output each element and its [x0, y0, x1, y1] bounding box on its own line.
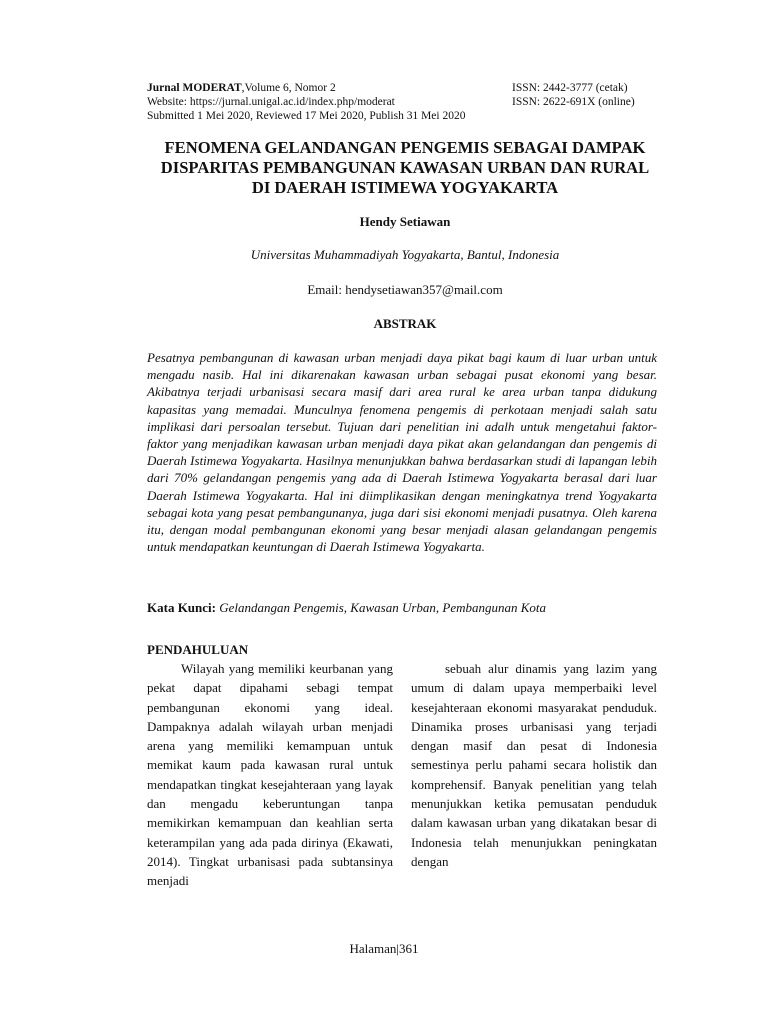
body-column-left [147, 659, 393, 891]
header-row-2 [147, 96, 657, 109]
body-column-right [411, 659, 657, 871]
author-name: Hendy Setiawan [359, 214, 451, 229]
journal-website: Website: https://jurnal.unigal.ac.id/index.php/moderat [147, 96, 395, 108]
author-email: Email: hendysetiawan357@mail.com [307, 282, 503, 297]
keywords [147, 600, 657, 616]
keywords-value: Gelandangan Pengemis, Kawasan Urban, Pembangunan Kota [219, 600, 547, 615]
section-heading-intro: PENDAHULUAN [147, 642, 249, 657]
header-row-1 [147, 82, 657, 95]
author-affiliation: Universitas Muhammadiyah Yogyakarta, Bantul, Indonesia [250, 247, 560, 262]
issn-print: ISSN: 2442-3777 (cetak) [512, 82, 628, 94]
intro-paragraph-right: sebuah alur dinamis yang lazim yang umum di dalam upaya memperbaiki level kesejahteraan ekonomi masyarakat penduduk. Dinamika proses urbanisasi yang terjadi dengan masif dan pesat di Indonesia semestinya perlu pahami secara holistik dan komprehensif. Banyak penelitian yang telah menunjukkan ketika pemusatan penduduk dalam kawasan urban yang dikatakan besar di Indonesia telah menunjukkan peningkatan dengan [411, 661, 657, 869]
journal-name: Jurnal MODERAT [147, 82, 242, 94]
article-title: FENOMENA GELANDANGAN PENGEMIS SEBAGAI DAMPAK DISPARITAS PEMBANGUNAN KAWASAN URBAN DAN RURAL DI DAERAH ISTIMEWA YOGYAKARTA [160, 138, 650, 197]
abstract-heading: ABSTRAK [373, 316, 437, 331]
keywords-label: Kata Kunci: [147, 600, 216, 615]
journal-info [147, 82, 336, 95]
submission-dates: Submitted 1 Mei 2020, Reviewed 17 Mei 2020, Publish 31 Mei 2020 [147, 110, 466, 122]
issn-online: ISSN: 2622-691X (online) [512, 96, 635, 108]
abstract-text: Pesatnya pembangunan di kawasan urban menjadi daya pikat bagi kaum di luar urban untuk mengadu nasib. Hal ini dikarenakan kawasan urban sebagai pusat ekonomi yang besar. Akibatnya terjadi urbanisasi secara masif dari area rural ke area urban tanpa didukung kapasitas yang memadai. Munculnya fenomena pengemis di perkotaan menjadi salah satu implikasi dari persoalan tersebut. Tujuan dari penelitian ini adalh untuk mengetahui faktor-faktor yang menjadikan kawasan urban menjadi daya pikat akan gelandangan dan pengemis di Daerah Istimewa Yogyakarta. Hasilnya menunjukkan bahwa berdasarkan studi di lapangan lebih dari 70% gelandangan pengemis yang ada di Daerah Istimewa Yogyakarta berasal dari luar Daerah Istimewa Yogyakarta. Hal ini diimplikasikan dengan meningkatnya trend Yogyakarta sebagai kota yang pesat pembangunanya, juga dari sisi ekonomi menjadi pusatnya. Oleh karena itu, dengan modal pembangunan ekonomi yang besar menjadi alasan gelandangan pengemis untuk mendapatkan keuntungan di Daerah Istimewa Yogyakarta. [147, 350, 657, 555]
journal-volume: ,Volume 6, Nomor 2 [241, 82, 336, 94]
intro-paragraph-left: Wilayah yang memiliki keurbanan yang pekat dapat dipahami sebagi tempat pembangunan ekonomi yang ideal. Dampaknya adalah wilayah urban menjadi arena yang memiliki kemampuan untuk memikat kaum pada kawasan rural untuk mendapatkan tingkat kesejahteraan yang layak dan mengadu keberuntungan tanpa memikirkan kemampuan dan keahlian serta keterampilan yang ada pada dirinya (Ekawati, 2014). Tingkat urbanisasi pada subtansinya menjadi [147, 661, 393, 889]
page-number: Halaman|361 [349, 941, 419, 956]
